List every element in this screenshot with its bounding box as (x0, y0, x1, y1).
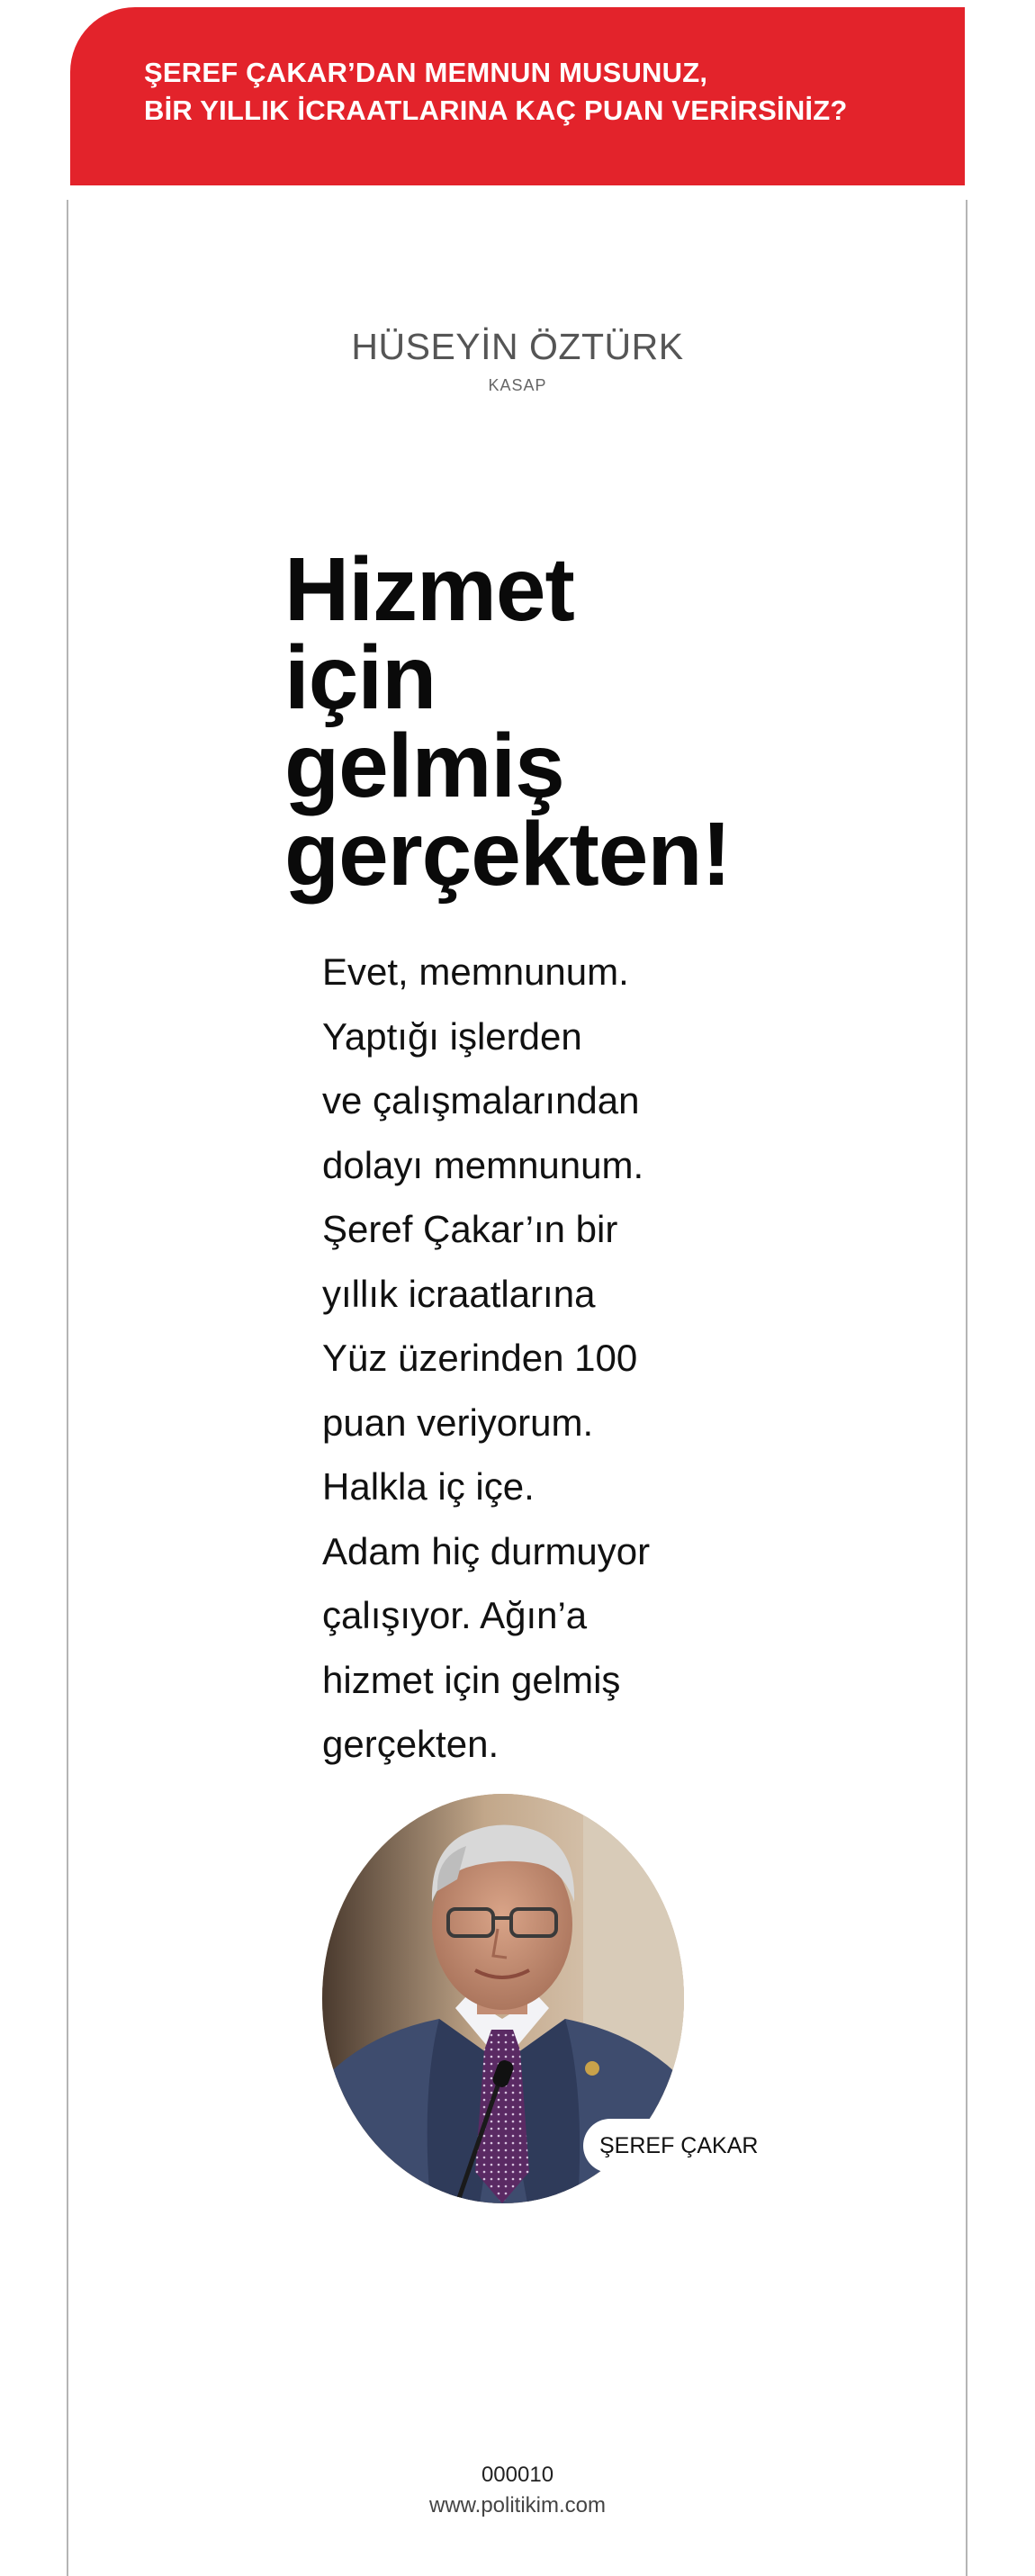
answer-line: gerçekten. (322, 1723, 500, 1765)
photo-caption-text: ŞEREF ÇAKAR (599, 2132, 759, 2158)
answer-body (322, 940, 790, 1777)
answer-line: puan veriyorum. (322, 1401, 594, 1444)
answer-line: Yüz üzerinden 100 (322, 1337, 638, 1379)
answer-line: yıllık icraatlarına (322, 1272, 596, 1315)
header-banner (70, 7, 965, 185)
photo-caption (583, 2119, 772, 2173)
headline-line: gelmiş (284, 716, 564, 816)
answer-line: çalışıyor. Ağın’a (322, 1594, 588, 1636)
answer-line: Şeref Çakar’ın bir (322, 1208, 618, 1250)
headline (284, 539, 824, 905)
respondent-occupation: KASAP (488, 376, 547, 394)
answer-line: dolayı memnunum. (322, 1143, 644, 1186)
answer-line: Adam hiç durmuyor (322, 1529, 651, 1572)
headline-line: gerçekten! (284, 804, 731, 905)
answer-line: Evet, memnunum. (322, 950, 629, 993)
headline-line: Hizmet (284, 539, 574, 640)
answer-line: ve çalışmalarından (322, 1079, 640, 1121)
header-question-line-1: ŞEREF ÇAKAR’DAN MEMNUN MUSUNUZ, (144, 57, 708, 88)
answer-line: Yaptığı işlerden (322, 1014, 582, 1058)
answer-line: Halkla iç içe. (322, 1465, 535, 1508)
respondent-name: HÜSEYİN ÖZTÜRK (351, 326, 684, 367)
answer-line: hizmet için gelmiş (322, 1658, 621, 1701)
headline-line: için (284, 627, 436, 728)
header-question-line-2: BİR YILLIK İCRAATLARINA KAÇ PUAN VERİRSİNİZ? (144, 95, 848, 126)
footer-url: www.politikim.com (428, 2493, 607, 2517)
footer-code: 000010 (481, 2463, 554, 2487)
